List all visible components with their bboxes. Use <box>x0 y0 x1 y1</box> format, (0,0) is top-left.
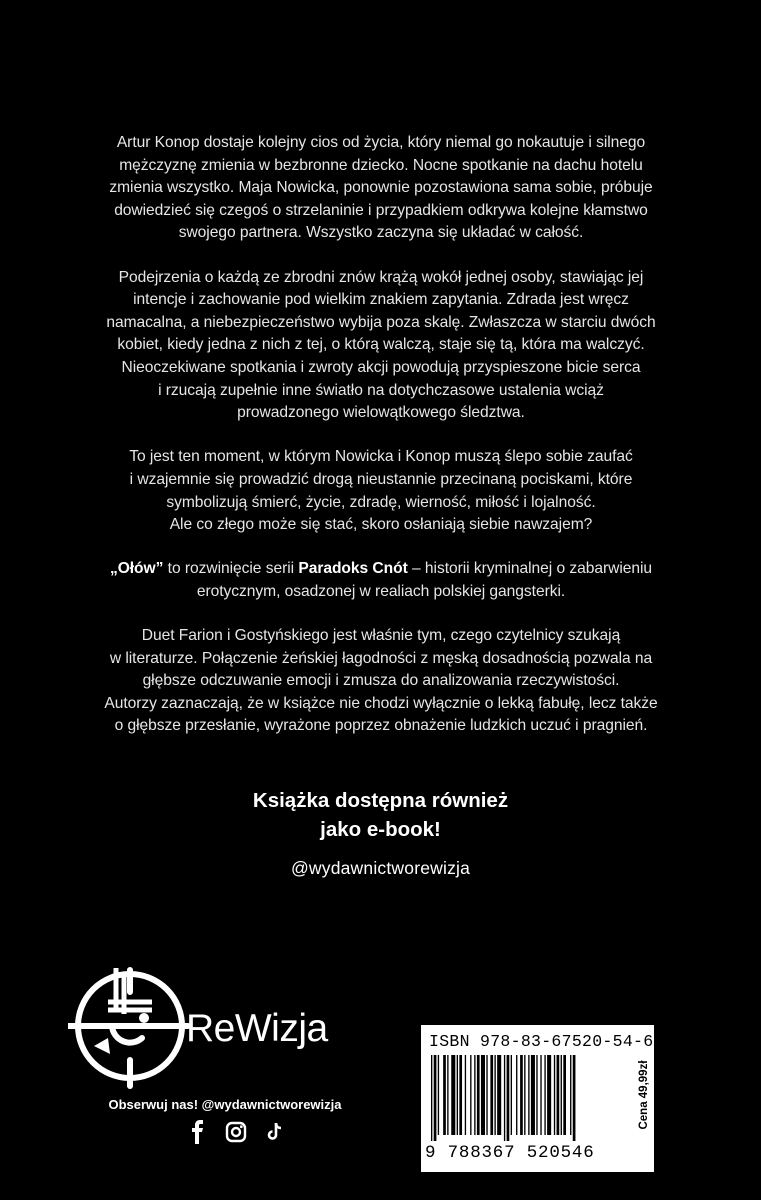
description-line: namacalna, a niebezpieczeństwo wybija poza skalę. Zwłaszcza w starciu dwóch <box>106 313 656 331</box>
barcode-bars <box>429 1055 638 1141</box>
barcode-stripe <box>434 1055 437 1141</box>
barcode-stripe <box>561 1055 562 1135</box>
description-line: intencje i zachowanie pod wielkim znakiem zapytania. Zdrada jest wręcz <box>133 291 629 309</box>
authors-paragraph <box>80 625 682 738</box>
barcode-stripe <box>563 1055 566 1135</box>
follow-text: Obserwuj nas! @wydawnictworewizja <box>108 1097 342 1112</box>
ebook-notice <box>0 786 761 844</box>
description-line: Autorzy zaznaczają, że w książce nie chodzi wyłącznie o lekką fabułę, lecz także <box>104 694 658 712</box>
description-line: dowiedzieć się czegoś o strzelaninie i przypadkiem odkrywa kolejne kłamstwo <box>114 201 648 219</box>
price-text: Cena 49,99zł <box>638 1060 650 1130</box>
barcode-stripe <box>451 1055 455 1135</box>
tiktok-icon[interactable] <box>263 1120 287 1144</box>
barcode-stripe <box>520 1055 523 1135</box>
description-line: głębsze odczuwanie emocji i zmusza do analizowania rzeczywistości. <box>142 672 620 690</box>
barcode-stripe <box>474 1055 475 1135</box>
description-line: swojego partnera. Wszystko zaczyna się układać w całość. <box>178 224 584 242</box>
barcode-stripe <box>470 1055 471 1135</box>
publisher-name: ReWizja <box>186 1007 328 1050</box>
barcode-stripe <box>490 1055 493 1135</box>
barcode-stripe <box>547 1055 551 1135</box>
facebook-icon[interactable] <box>186 1120 210 1144</box>
barcode-stripe <box>465 1055 466 1135</box>
barcode-stripe <box>494 1055 495 1135</box>
barcode-stripe <box>497 1055 501 1135</box>
barcode-stripe <box>573 1055 576 1141</box>
barcode-stripe <box>516 1055 517 1135</box>
description-line: Duet Farion i Gostyńskiego jest właśnie tym, czego czytelnicy szukają <box>141 627 621 645</box>
series-name: Paradoks Cnót <box>298 560 408 578</box>
series-text: to rozwinięcie serii <box>163 560 299 578</box>
barcode-label <box>421 1025 654 1172</box>
barcode-stripe <box>481 1055 485 1135</box>
barcode-stripe <box>524 1055 525 1135</box>
description-line: mężczyznę zmienia w bezbronne dziecko. Nocne spotkanie na dachu hotelu <box>119 156 643 174</box>
barcode-stripe <box>431 1055 432 1141</box>
description-line: To jest ten moment, w którym Nowicka i Konop muszą ślepo sobie zaufać <box>129 448 633 466</box>
description-line: Nieoczekiwane spotkania i zwroty akcji powodują przyspieszone bicie serca <box>121 358 641 376</box>
description-line: Artur Konop dostaje kolejny cios od życia, który niemal go nokautuje i silnego <box>116 134 646 151</box>
description-line: i wzajemnie się prowadzić drogą nieustannie przecinaną pociskami, które <box>129 470 633 488</box>
description-line: kobiet, kiedy jedna z nich z tej, o którą walczą, staje się tą, która ma walczyć. <box>117 336 645 354</box>
ebook-line: Książka dostępna również <box>252 789 509 812</box>
barcode-digits: 9 788367 520546 <box>425 1143 595 1163</box>
series-text: – historii kryminalnej o zabarwieniu <box>407 560 653 578</box>
description-paragraph-2 <box>80 267 682 425</box>
description-line: i rzucają zupełnie inne światło na dotychczasowe ustalenia wciąż <box>158 381 604 399</box>
barcode-stripe <box>540 1055 541 1135</box>
social-icons <box>186 1120 297 1144</box>
publisher-handle: @wydawnictworewizja <box>290 858 471 878</box>
description-line: symbolizują śmierć, życie, zdradę, wierność, miłość i lojalność. <box>166 493 596 511</box>
description-line: prowadzonego wielowątkowego śledztwa. <box>237 404 525 422</box>
book-description <box>80 132 682 760</box>
barcode-stripe <box>477 1055 480 1135</box>
description-paragraph-3 <box>80 446 682 536</box>
barcode-stripe <box>459 1055 462 1135</box>
barcode-stripe <box>544 1055 545 1135</box>
series-line: erotycznym, osadzonej w realiach polskiej gangsterki. <box>196 582 566 600</box>
barcode-stripe <box>504 1055 505 1141</box>
barcode-stripe <box>511 1055 512 1135</box>
barcode-stripe <box>536 1055 537 1135</box>
barcode-stripe <box>438 1055 439 1135</box>
description-paragraph-1 <box>80 132 682 245</box>
description-line: Podejrzenia o każdą ze zbrodni znów krążą wokół jednej osoby, stawiając jej <box>118 268 644 286</box>
barcode-stripe <box>507 1055 510 1141</box>
barcode-stripe <box>557 1055 560 1135</box>
barcode-stripe <box>443 1055 446 1135</box>
description-line: zmienia wszystko. Maja Nowicka, ponownie pozostawiona sama sobie, próbuje <box>109 179 653 197</box>
barcode-stripe <box>528 1055 529 1135</box>
instagram-icon[interactable] <box>224 1120 248 1144</box>
barcode-stripe <box>457 1055 458 1135</box>
series-line <box>80 558 682 581</box>
series-paragraph <box>80 558 682 603</box>
book-title: „Ołów” <box>109 560 164 578</box>
barcode-stripe <box>570 1055 571 1135</box>
barcode-stripe <box>447 1055 448 1135</box>
isbn-number: ISBN 978-83-67520-54-6 <box>429 1032 654 1051</box>
ebook-line: jako e-book! <box>320 818 441 841</box>
barcode-stripe <box>486 1055 487 1135</box>
description-line: Ale co złego może się stać, skoro osłaniają siebie nawzajem? <box>169 516 593 534</box>
barcode-stripe <box>531 1055 535 1135</box>
description-line: o głębsze przesłanie, wyrażone poprzez obnażenie ludzkich uczuć i pragnień. <box>114 717 648 735</box>
description-line: w literaturze. Połączenie żeńskiej łagodności z męską dosadnością pozwala na <box>109 649 653 667</box>
barcode-stripe <box>554 1055 555 1135</box>
